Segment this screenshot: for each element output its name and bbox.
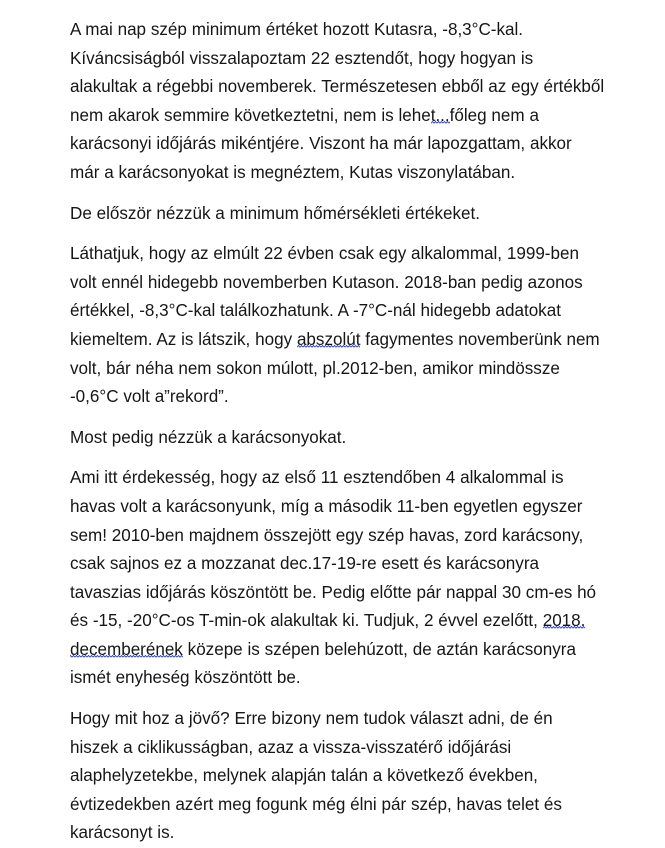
paragraph: [70, 464, 605, 693]
text-run: A mai nap szép minimum értéket hozott Kutasra, -8,3°C-kal. Kíváncsiságból visszalapoztam 22 esztendőt, hogy hogyan is alakultak a régebbi novemberek. Természetesen ebből az egy értékből nem akarok semmire következtetni, nem is lehe: [70, 20, 605, 125]
paragraph: [70, 424, 605, 453]
text-run: Most pedig nézzük a karácsonyokat.: [70, 427, 347, 447]
text-run: főleg nem a karácsonyi időjárás mikéntjére. Viszont ha már lapozgattam, akkor már a karácsonyokat is megnéztem, Kutas viszonylatában.: [70, 105, 572, 182]
document-body-text[interactable]: [70, 16, 605, 848]
text-run: Ami itt érdekesség, hogy az első 11 esztendőben 4 alkalommal is havas volt a karácsonyunk, míg a második 11-ben egyetlen egyszer sem! 2010-ben majdnem összejött egy szép havas, zord karácsony, csak sajnos ez a mozzanat dec.17-19-re esett és karácsonyra tavaszias időjárás köszöntött be. Pedig előtte pár nappal 30 cm-es hó és -15, -20°C-os T-min-ok alakultak ki. Tudjuk, 2 évvel ezelőtt,: [70, 468, 597, 631]
spellcheck-underlined-text: 2018. decemberének: [70, 611, 586, 659]
paragraph: [70, 16, 605, 188]
text-run: De először nézzük a minimum hőmérsékleti értékeket.: [70, 203, 480, 223]
spellcheck-underlined-text: t...: [430, 105, 450, 125]
text-run: Láthatjuk, hogy az elmúlt 22 évben csak egy alkalommal, 1999-ben volt ennél hidegebb novemberben Kutason. 2018-ban pedig azonos értékkel, -8,3°C-kal találkozhatunk. A -7°C-nál hidegebb adatokat kiemeltem. Az is látszik, hogy: [70, 244, 583, 349]
text-run: Hogy mit hoz a jövő? Erre bizony nem tudok választ adni, de én hiszek a ciklikusságban, azaz a vissza-visszatérő időjárási alaphelyzetekbe, melynek alapján talán a következő években, évtizedekben azért meg fogunk még élni pár szép, havas telet és karácsonyt is.: [70, 709, 562, 843]
spellcheck-underlined-text: abszolút: [296, 329, 361, 349]
paragraph: [70, 240, 605, 412]
text-run: fagymentes novemberünk nem volt, bár néha nem sokon múlott, pl.2012-ben, amikor mindössze -0,6°C volt a”rekord”.: [70, 329, 600, 407]
paragraph: [70, 705, 605, 848]
paragraph: [70, 200, 605, 229]
text-run: közepe is szépen belehúzott, de aztán karácsonyra ismét enyheség köszöntött be.: [70, 639, 576, 688]
